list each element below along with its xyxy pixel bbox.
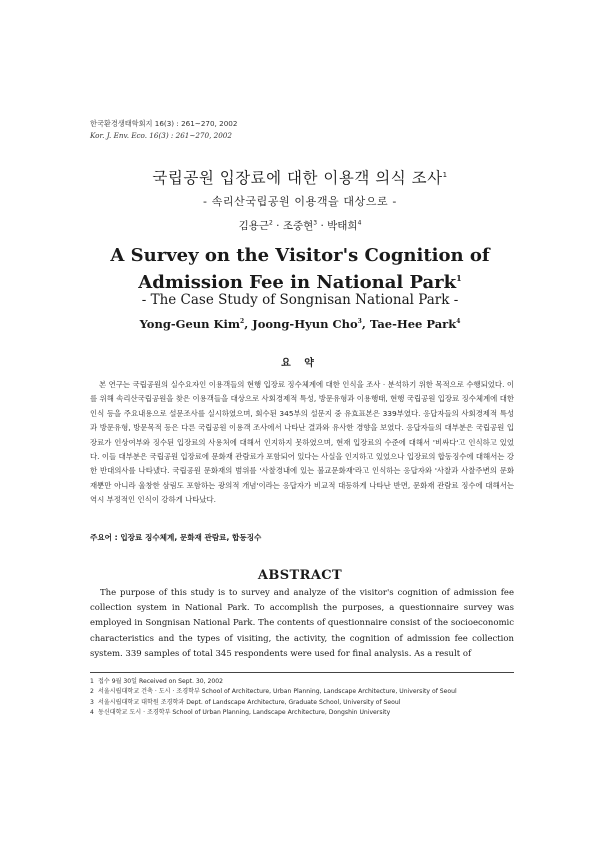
journal-ref-english: Kor. J. Env. Eco. 16(3) : 261~270, 2002 (90, 131, 232, 140)
english-subtitle: - The Case Study of Songnisan National Park - (141, 292, 459, 308)
footnote-number: 4 (90, 709, 94, 717)
footnotes (90, 677, 520, 719)
footnote-text: 동신대학교 도시 · 조경학부 School of Urban Planning, Landscape Architecture, Dongshin University (98, 709, 391, 717)
author-name: 조중현 (282, 220, 314, 232)
english-authors (0, 317, 600, 331)
author-note: 2 (240, 318, 245, 326)
footnote-divider (90, 672, 514, 673)
korean-title (0, 166, 600, 188)
korean-abstract-text: 본 연구는 국립공원의 실수요자인 이용객들의 현행 입장료 징수체계에 대한 인식을 조사 · 분석하기 위한 목적으로 수행되었다. 이를 위해 속리산국립공원을 찾은 이용객들을 대상으로 사회경제적 특성, 방문유형과 이용행태, 현행 국립공원 입장료 징수체계에 대한 인식 등을 주요내용으로 설문조사를 실시하였으며, 회수된 345부의 설문지 중 유효표본은 339부였다. 응답자들의 사회경제적 특성과 방문유형, 방문목적 등은 다른 국립공원 이용객 조사에서 나타난 결과와 유사한 경향을 보였다. 응답자들의 대부분은 국립공원 입장료가 인상여부와 징수된 입장료의 사용처에 대해서 인지하지 못하였으며, 현재 입장료의 수준에 대해서 '비싸다'고 인식하고 있었다. 이들 대부분은 국립공원 입장료에 문화재 관람료가 포함되어 있다는 사실을 인지하고 있었으나 입장료의 합동징수에 대해서는 강한 반대의사를 나타냈다. 국립공원 문화재의 범위를 '사찰경내에 있는 불교문화재'라고 인식하는 응답자와 '사찰과 사찰주변의 문화재뿐만 아니라 울창한 삼림도 포함하는 광의적 개념'이라는 응답자가 비교적 대등하게 나타난 반면, 문화재 관람료 징수에 대해서는 역시 부정적인 인식이 강하게 나타났다. (90, 380, 514, 505)
author-name: Tae-Hee Park (369, 317, 457, 331)
author-name: Yong-Geun Kim (139, 317, 241, 331)
korean-title-text: 국립공원 입장료에 대한 이용객 의식 조사 (152, 169, 443, 187)
korean-abstract (90, 378, 514, 508)
english-title-line2: Admission Fee in National Park (138, 272, 457, 293)
footnote (90, 708, 520, 718)
english-title (0, 244, 600, 294)
author-separator: · (272, 220, 283, 232)
author-note: 3 (313, 219, 318, 227)
korean-abstract-heading: 요 약 (281, 358, 319, 369)
author-note: 4 (456, 318, 461, 326)
footnote (90, 677, 520, 687)
english-title-line2-wrap (0, 267, 600, 294)
journal-reference (90, 118, 237, 142)
footnote-text: 서울시립대학교 건축 · 도시 · 조경학부 School of Architecture, Urban Planning, Landscape Architecture, University of Seoul (98, 688, 457, 696)
keywords-list: 입장료 징수체계, 문화재 관람료, 합동징수 (120, 533, 262, 542)
author-note: 3 (357, 318, 362, 326)
english-abstract-text: The purpose of this study is to survey and analyze of the visitor's cognition of admission fee collection system in National Park. To accomplish the purposes, a questionnaire survey was employed in Songnisan National Park. The contents of questionnaire consist of the socioeconomic characteristics and the types of visiting, the activity, the cognition of admission fee collection system. 339 samples of total 345 respondents were used for final analysis. As a result of (90, 588, 514, 659)
footnote (90, 698, 520, 708)
keywords (90, 532, 261, 543)
journal-ref-korean: 한국환경생태학회지 16(3) : 261~270, 2002 (90, 119, 238, 128)
author-name: 김용근 (238, 220, 270, 232)
footnote-number: 2 (90, 688, 94, 696)
keywords-label: 주요어 : (90, 533, 118, 542)
author-separator: , (361, 317, 370, 331)
author-note: 2 (269, 219, 273, 227)
author-name: 박태희 (327, 220, 358, 232)
english-title-line1: A Survey on the Visitor's Cognition of (110, 245, 490, 266)
english-abstract (90, 586, 514, 662)
footnote-number: 1 (90, 678, 94, 685)
korean-title-footnote-mark: 1 (442, 170, 448, 179)
author-separator: , (244, 317, 253, 331)
korean-authors (0, 218, 600, 233)
footnote-text: 접수 9월 30일 Received on Sept. 30, 2002 (98, 678, 224, 685)
author-note: 4 (357, 219, 362, 227)
author-separator: · (317, 220, 328, 232)
korean-subtitle: - 속리산국립공원 이용객을 대상으로 - (203, 195, 397, 208)
footnote-number: 3 (90, 698, 94, 706)
author-name: Joong-Hyun Cho (252, 317, 358, 331)
footnote-text: 서울시립대학교 대학원 조경학과 Dept. of Landscape Architecture, Graduate School, University of Seoul (98, 698, 401, 706)
english-title-footnote-mark: 1 (456, 273, 462, 283)
english-abstract-heading: ABSTRACT (257, 568, 343, 583)
footnote (90, 687, 520, 697)
